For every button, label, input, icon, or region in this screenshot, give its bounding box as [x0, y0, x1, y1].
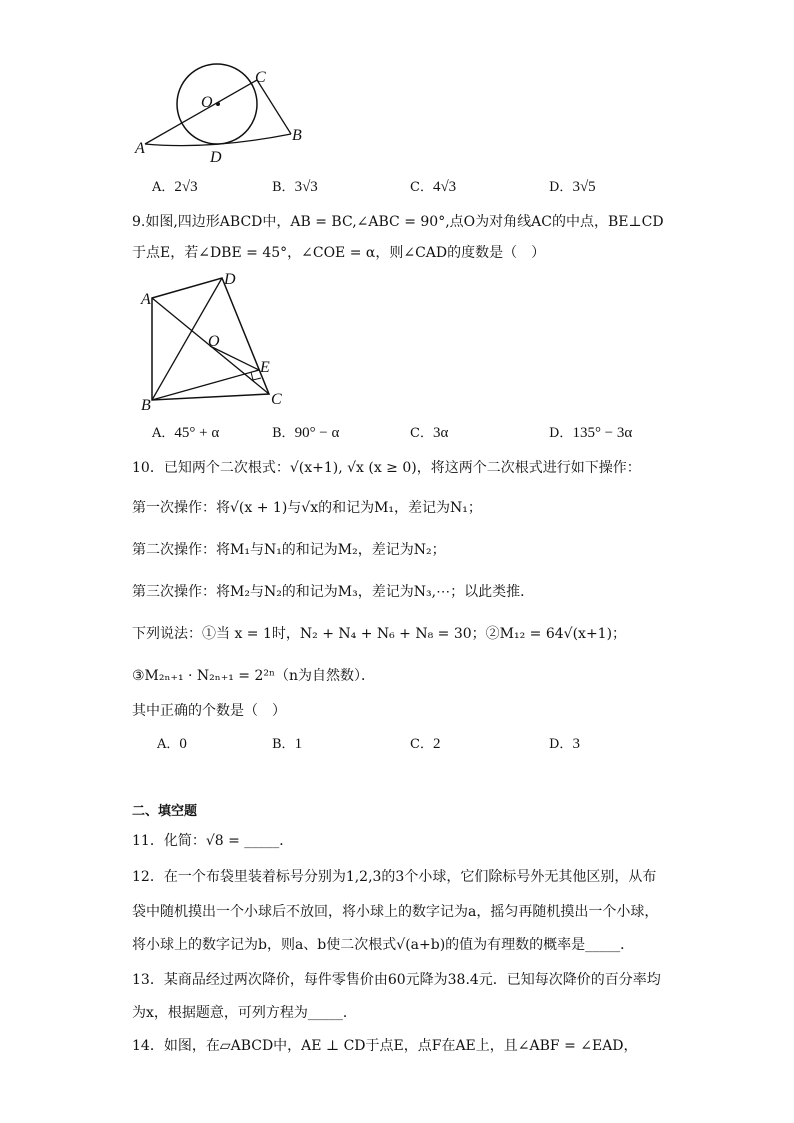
q12-text-line3: 将小球上的数字记为b，则a、b使二次根式√(a+b)的值为有理数的概率是_____． [132, 937, 635, 953]
q8-label-d: D [210, 149, 222, 166]
q13-text-line1: 13．某商品经过两次降价，每件零售价由60元降为38.4元．已知每次降价的百分率均 [132, 972, 661, 988]
q10-option-d: D．3 [549, 736, 580, 752]
q9-label-b: B [141, 397, 151, 414]
q8-label-o: O [201, 94, 213, 111]
q10-option-b: B．1 [272, 736, 303, 752]
q8-curve-adb [145, 134, 291, 146]
q9-label-d: D [224, 271, 236, 288]
q9-label-c: C [271, 391, 282, 408]
q10-text-line1: 10．已知两个二次根式：√(x+1), √x (x ≥ 0)，将这两个二次根式进行如下操作： [132, 460, 641, 476]
q11-text: 11．化简：√8 = _____． [132, 833, 294, 849]
q10-text-line4: 第三次操作：将M₂与N₂的和记为M₃，差记为N₃,⋯；以此类推． [132, 584, 535, 600]
q8-option-d: D．3√5 [549, 179, 596, 195]
q8-segment-cb [257, 80, 291, 134]
q8-option-b: B．3√3 [272, 179, 318, 195]
q9-text-line2: 于点E，若∠DBE = 45°，∠COE = α，则∠CAD的度数是（ ） [132, 245, 546, 261]
q8-label-c: C [255, 69, 266, 86]
q12-text-line1: 12．在一个布袋里装着标号分别为1,2,3的3个小球，它们除标号外无其他区别，从布 [132, 869, 657, 885]
q10-text-line7: 其中正确的个数是（ ） [132, 703, 286, 719]
q8-option-c: C．4√3 [410, 179, 457, 195]
q8-figure [130, 60, 310, 168]
q8-label-a: A [135, 140, 145, 157]
q13-text-line2: 为x，根据题意，可列方程为_____． [132, 1005, 357, 1021]
q9-label-a: A [141, 291, 151, 308]
q8-option-a: A．2√3 [152, 179, 198, 195]
q9-option-b: B．90° − α [272, 425, 340, 441]
q10-text-line6: ③M₂ₙ₊₁ · N₂ₙ₊₁ = 2²ⁿ（n为自然数）． [132, 668, 376, 684]
q9-option-c: C．3α [410, 425, 449, 441]
q10-text-line2: 第一次操作：将√(x + 1)与√x的和记为M₁，差记为N₁； [132, 500, 482, 516]
q10-text-line3: 第二次操作：将M₁与N₁的和记为M₂，差记为N₂； [132, 542, 446, 558]
q12-text-line2: 袋中随机摸出一个小球后不放回，将小球上的数字记为a，摇匀再随机摸出一个小球， [132, 904, 659, 920]
q9-option-d: D．135° − 3α [549, 425, 633, 441]
section-title-fill-in: 二、填空题 [132, 804, 198, 819]
q9-figure [138, 268, 298, 414]
q10-option-a: A．0 [157, 736, 187, 752]
q10-option-c: C．2 [410, 736, 441, 752]
q9-label-o: O [208, 333, 220, 350]
q9-option-a: A．45° + α [152, 425, 220, 441]
q9-text-line1: 9.如图,四边形ABCD中，AB = BC,∠ABC = 90°,点O为对角线AC的中点，BE⊥CD [132, 214, 664, 230]
q8-segment-ac [145, 80, 257, 144]
q8-label-b: B [292, 127, 302, 144]
q9-label-e: E [260, 359, 270, 376]
q14-text-line1: 14．如图，在▱ABCD中，AE ⊥ CD于点E，点F在AE上，且∠ABF = ∠EAD， [132, 1038, 638, 1054]
q8-center-point [216, 102, 220, 106]
q10-text-line5: 下列说法：①当 x = 1时，N₂ + N₄ + N₆ + N₈ = 30；②M₁₂ = 64√(x+1)； [132, 626, 627, 642]
